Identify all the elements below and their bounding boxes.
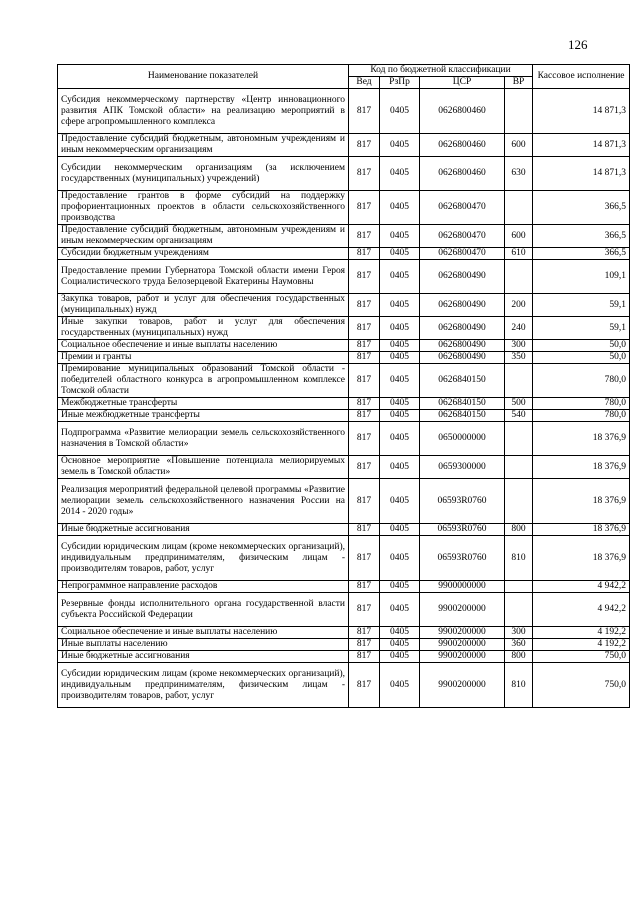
row-vr: 800: [505, 524, 533, 536]
row-amount: 50,0: [533, 340, 630, 352]
row-rzpr: 0405: [380, 157, 420, 191]
row-csr: 0650000000: [420, 422, 505, 456]
row-name: Субсидия некоммерческому партнерству «Центр инновационного развития АПК Томской области» на реализацию мероприятий в сфере агропромышленного комплекса: [58, 89, 349, 134]
row-ved: 817: [349, 225, 380, 248]
row-ved: 817: [349, 89, 380, 134]
row-ved: 817: [349, 524, 380, 536]
row-amount: 750,0: [533, 663, 630, 708]
row-csr: 0626800490: [420, 317, 505, 340]
table-row: [58, 456, 630, 479]
row-csr: 9900200000: [420, 663, 505, 708]
row-rzpr: 0405: [380, 134, 420, 157]
row-name: Реализация мероприятий федеральной целевой программы «Развитие мелиорации земель сельскохозяйственного назначения России на 2014 - 2020 годы»: [58, 479, 349, 524]
table-row: [58, 398, 630, 410]
row-amount: 14 871,3: [533, 157, 630, 191]
row-ved: 817: [349, 260, 380, 294]
table-row: [58, 317, 630, 340]
row-name: Иные бюджетные ассигнования: [58, 524, 349, 536]
row-csr: 06593R0760: [420, 536, 505, 581]
row-amount: 4 942,2: [533, 593, 630, 627]
row-csr: 06593R0760: [420, 524, 505, 536]
row-vr: 360: [505, 639, 533, 651]
row-amount: 4 192,2: [533, 639, 630, 651]
row-amount: 4 192,2: [533, 627, 630, 639]
row-vr: 540: [505, 410, 533, 422]
page-number: 126: [568, 37, 588, 52]
row-vr: 500: [505, 398, 533, 410]
row-vr: [505, 89, 533, 134]
row-vr: 800: [505, 651, 533, 663]
row-name: Межбюджетные трансферты: [58, 398, 349, 410]
row-name: Субсидии юридическим лицам (кроме некоммерческих организаций), индивидуальным предпринимателям, физическим лицам - производителям товаров, работ, услуг: [58, 663, 349, 708]
row-csr: 9900000000: [420, 581, 505, 593]
row-name: Социальное обеспечение и иные выплаты населению: [58, 340, 349, 352]
header-ved: Вед: [349, 77, 380, 89]
row-ved: 817: [349, 479, 380, 524]
row-rzpr: 0405: [380, 422, 420, 456]
row-rzpr: 0405: [380, 89, 420, 134]
row-name: Закупка товаров, работ и услуг для обеспечения государственных (муниципальных) нужд: [58, 294, 349, 317]
row-ved: 817: [349, 663, 380, 708]
row-name: Иные закупки товаров, работ и услуг для обеспечения государственных (муниципальных) нужд: [58, 317, 349, 340]
row-name: Непрограммное направление расходов: [58, 581, 349, 593]
row-name: Иные выплаты населению: [58, 639, 349, 651]
row-amount: 59,1: [533, 294, 630, 317]
header-code-group: Код по бюджетной классификации: [349, 65, 533, 77]
row-name: Премии и гранты: [58, 352, 349, 364]
row-name: Резервные фонды исполнительного органа государственной власти субъекта Российской Федерации: [58, 593, 349, 627]
row-ved: 817: [349, 627, 380, 639]
table-row: [58, 627, 630, 639]
row-rzpr: 0405: [380, 536, 420, 581]
row-ved: 817: [349, 651, 380, 663]
row-csr: 0626800490: [420, 294, 505, 317]
row-rzpr: 0405: [380, 317, 420, 340]
table-row: [58, 248, 630, 260]
row-vr: 350: [505, 352, 533, 364]
row-amount: 50,0: [533, 352, 630, 364]
row-name: Субсидии бюджетным учреждениям: [58, 248, 349, 260]
row-csr: 0659300000: [420, 456, 505, 479]
table-row: [58, 157, 630, 191]
row-csr: 9900200000: [420, 639, 505, 651]
row-rzpr: 0405: [380, 456, 420, 479]
row-csr: 0626840150: [420, 398, 505, 410]
row-ved: 817: [349, 639, 380, 651]
row-vr: 300: [505, 340, 533, 352]
row-name: Предоставление субсидий бюджетным, автономным учреждениям и иным некоммерческим организациям: [58, 225, 349, 248]
table-row: [58, 364, 630, 398]
row-csr: 9900200000: [420, 627, 505, 639]
row-rzpr: 0405: [380, 593, 420, 627]
header-vr: ВР: [505, 77, 533, 89]
row-ved: 817: [349, 191, 380, 225]
row-vr: 600: [505, 134, 533, 157]
row-csr: 0626800460: [420, 157, 505, 191]
row-csr: 0626800490: [420, 260, 505, 294]
row-ved: 817: [349, 294, 380, 317]
row-rzpr: 0405: [380, 663, 420, 708]
row-vr: 300: [505, 627, 533, 639]
table-row: [58, 294, 630, 317]
table-row: [58, 340, 630, 352]
row-amount: 780,0: [533, 410, 630, 422]
row-amount: 18 376,9: [533, 422, 630, 456]
budget-table: [57, 64, 630, 708]
row-csr: 9900200000: [420, 593, 505, 627]
row-vr: [505, 479, 533, 524]
row-ved: 817: [349, 248, 380, 260]
row-name: Субсидии некоммерческим организациям (за исключением государственных (муниципальных) учреждений): [58, 157, 349, 191]
row-amount: 18 376,9: [533, 524, 630, 536]
row-ved: 817: [349, 364, 380, 398]
row-amount: 750,0: [533, 651, 630, 663]
table-row: [58, 410, 630, 422]
row-name: Предоставление субсидий бюджетным, автономным учреждениям и иным некоммерческим организациям: [58, 134, 349, 157]
table-row: [58, 651, 630, 663]
row-csr: 0626800470: [420, 191, 505, 225]
row-amount: 366,5: [533, 248, 630, 260]
table-row: [58, 422, 630, 456]
row-vr: 630: [505, 157, 533, 191]
row-vr: 810: [505, 663, 533, 708]
row-rzpr: 0405: [380, 248, 420, 260]
row-amount: 14 871,3: [533, 134, 630, 157]
row-ved: 817: [349, 352, 380, 364]
table-row: [58, 352, 630, 364]
header-amount: Кассовое исполнение: [533, 65, 630, 89]
row-ved: 817: [349, 317, 380, 340]
row-rzpr: 0405: [380, 651, 420, 663]
row-rzpr: 0405: [380, 340, 420, 352]
row-rzpr: 0405: [380, 225, 420, 248]
table-row: [58, 191, 630, 225]
table-row: [58, 479, 630, 524]
table-row: [58, 260, 630, 294]
row-rzpr: 0405: [380, 639, 420, 651]
row-vr: [505, 422, 533, 456]
row-ved: 817: [349, 410, 380, 422]
row-vr: [505, 581, 533, 593]
row-vr: 240: [505, 317, 533, 340]
row-amount: 780,0: [533, 398, 630, 410]
row-vr: 810: [505, 536, 533, 581]
row-csr: 0626800470: [420, 248, 505, 260]
row-rzpr: 0405: [380, 191, 420, 225]
row-ved: 817: [349, 422, 380, 456]
header-csr: ЦСР: [420, 77, 505, 89]
row-amount: 366,5: [533, 225, 630, 248]
row-amount: 780,0: [533, 364, 630, 398]
row-rzpr: 0405: [380, 398, 420, 410]
row-rzpr: 0405: [380, 410, 420, 422]
header-rzpr: РзПр: [380, 77, 420, 89]
table-row: [58, 225, 630, 248]
row-vr: 610: [505, 248, 533, 260]
row-name: Премирование муниципальных образований Томской области - победителей областного конкурса в агропромышленном комплексе Томской области: [58, 364, 349, 398]
row-ved: 817: [349, 593, 380, 627]
row-vr: [505, 191, 533, 225]
row-ved: 817: [349, 340, 380, 352]
row-ved: 817: [349, 536, 380, 581]
row-name: Подпрограмма «Развитие мелиорации земель сельскохозяйственного назначения в Томской области»: [58, 422, 349, 456]
row-rzpr: 0405: [380, 627, 420, 639]
table-row: [58, 593, 630, 627]
row-csr: 0626800470: [420, 225, 505, 248]
row-ved: 817: [349, 581, 380, 593]
row-amount: 18 376,9: [533, 479, 630, 524]
row-csr: 0626800460: [420, 134, 505, 157]
row-rzpr: 0405: [380, 524, 420, 536]
table-row: [58, 639, 630, 651]
row-csr: 0626800490: [420, 340, 505, 352]
row-ved: 817: [349, 456, 380, 479]
table-row: [58, 134, 630, 157]
row-name: Субсидии юридическим лицам (кроме некоммерческих организаций), индивидуальным предпринимателям, физическим лицам - производителям товаров, работ, услуг: [58, 536, 349, 581]
row-name: Иные межбюджетные трансферты: [58, 410, 349, 422]
row-csr: 0626800460: [420, 89, 505, 134]
table-row: [58, 524, 630, 536]
row-vr: [505, 593, 533, 627]
row-amount: 4 942,2: [533, 581, 630, 593]
row-rzpr: 0405: [380, 581, 420, 593]
row-name: Социальное обеспечение и иные выплаты населению: [58, 627, 349, 639]
row-csr: 06593R0760: [420, 479, 505, 524]
row-csr: 9900200000: [420, 651, 505, 663]
row-vr: 600: [505, 225, 533, 248]
row-ved: 817: [349, 157, 380, 191]
row-vr: 200: [505, 294, 533, 317]
row-rzpr: 0405: [380, 352, 420, 364]
row-amount: 14 871,3: [533, 89, 630, 134]
row-amount: 59,1: [533, 317, 630, 340]
row-amount: 109,1: [533, 260, 630, 294]
row-rzpr: 0405: [380, 260, 420, 294]
table-row: [58, 663, 630, 708]
row-amount: 366,5: [533, 191, 630, 225]
row-vr: [505, 364, 533, 398]
table-row: [58, 581, 630, 593]
row-csr: 0626840150: [420, 364, 505, 398]
row-rzpr: 0405: [380, 479, 420, 524]
row-csr: 0626800490: [420, 352, 505, 364]
row-rzpr: 0405: [380, 294, 420, 317]
row-name: Предоставление премии Губернатора Томской области имени Героя Социалистического труда Белозерцевой Екатерины Наумовны: [58, 260, 349, 294]
header-name: Наименование показателей: [58, 65, 349, 89]
row-name: Предоставление грантов в форме субсидий на поддержку профориентационных проектов в области сельскохозяйственного производства: [58, 191, 349, 225]
row-ved: 817: [349, 398, 380, 410]
table-row: [58, 89, 630, 134]
row-name: Иные бюджетные ассигнования: [58, 651, 349, 663]
row-csr: 0626840150: [420, 410, 505, 422]
row-amount: 18 376,9: [533, 456, 630, 479]
row-rzpr: 0405: [380, 364, 420, 398]
row-name: Основное мероприятие «Повышение потенциала мелиорируемых земель в Томской области»: [58, 456, 349, 479]
row-ved: 817: [349, 134, 380, 157]
table-row: [58, 536, 630, 581]
row-vr: [505, 456, 533, 479]
row-vr: [505, 260, 533, 294]
row-amount: 18 376,9: [533, 536, 630, 581]
